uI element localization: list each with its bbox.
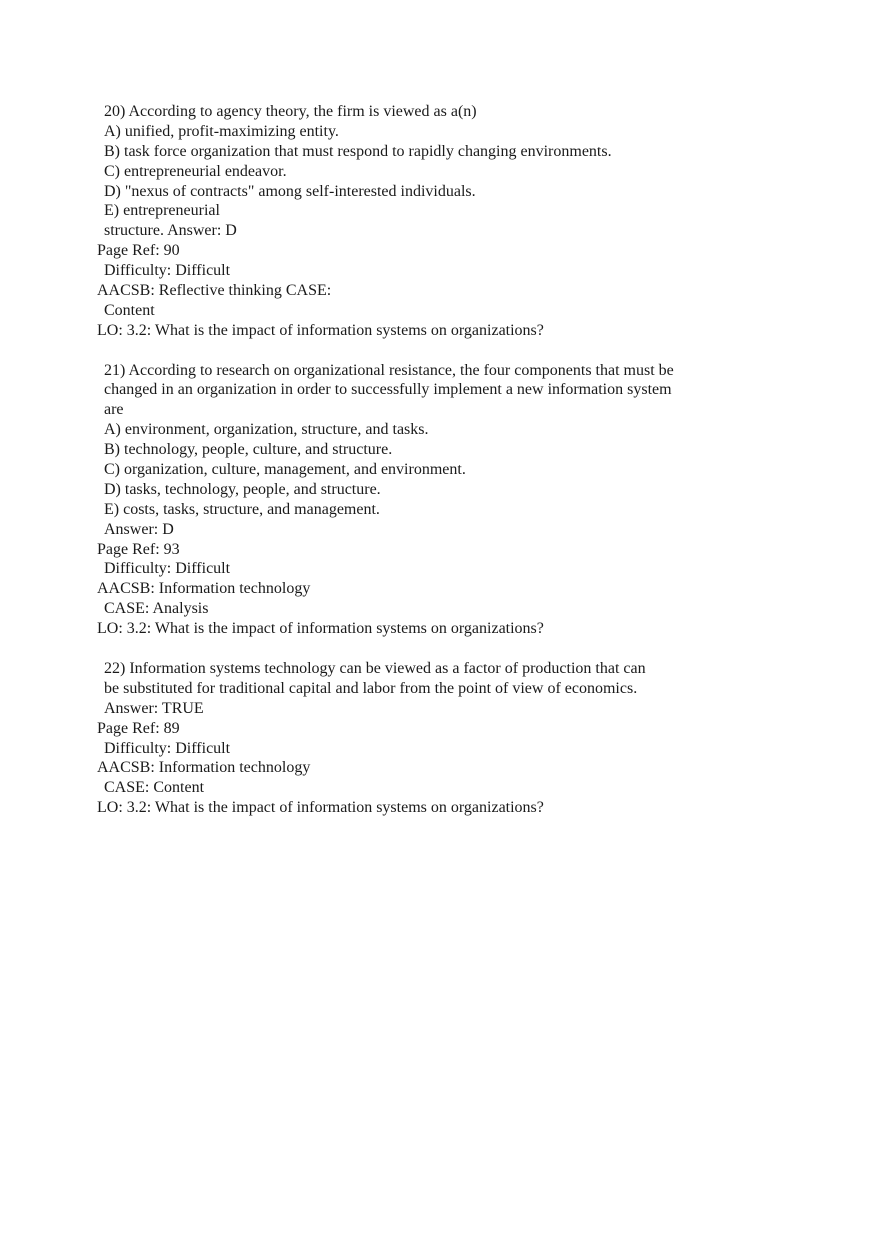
learning-objective: LO: 3.2: What is the impact of information systems on organizations? xyxy=(97,321,544,339)
spacer xyxy=(97,639,817,659)
question-22 xyxy=(97,659,817,818)
question-stem: are xyxy=(104,401,124,419)
difficulty: Difficulty: Difficult xyxy=(104,560,231,578)
question-stem: be substituted for traditional capital and labor from the point of view of economics. xyxy=(104,679,638,697)
case: CASE: Analysis xyxy=(104,600,209,618)
aacsb: AACSB: Information technology xyxy=(97,580,311,598)
option-e: E) costs, tasks, structure, and management. xyxy=(104,500,380,518)
option-e: E) entrepreneurial xyxy=(104,202,220,220)
option-b: B) technology, people, culture, and structure. xyxy=(104,441,393,459)
aacsb: AACSB: Information technology xyxy=(97,759,311,777)
learning-objective: LO: 3.2: What is the impact of information systems on organizations? xyxy=(97,799,544,817)
option-c: C) organization, culture, management, and environment. xyxy=(104,461,466,479)
page-ref: Page Ref: 89 xyxy=(97,719,180,737)
answer: Answer: D xyxy=(104,520,174,538)
aacsb: AACSB: Reflective thinking CASE: xyxy=(97,282,332,300)
difficulty: Difficulty: Difficult xyxy=(104,739,231,757)
option-b: B) task force organization that must respond to rapidly changing environments. xyxy=(104,142,612,160)
learning-objective: LO: 3.2: What is the impact of information systems on organizations? xyxy=(97,620,544,638)
question-21 xyxy=(97,361,817,639)
document-page xyxy=(97,102,817,818)
page-ref: Page Ref: 90 xyxy=(97,242,180,260)
option-d: D) "nexus of contracts" among self-interested individuals. xyxy=(104,182,476,200)
case: CASE: Content xyxy=(104,779,205,797)
option-a: A) environment, organization, structure, and tasks. xyxy=(104,421,429,439)
case: Content xyxy=(104,301,155,319)
answer: structure. Answer: D xyxy=(104,222,237,240)
answer: Answer: TRUE xyxy=(104,699,204,717)
question-stem: 20) According to agency theory, the firm is viewed as a(n) xyxy=(104,103,477,120)
question-stem: changed in an organization in order to successfully implement a new information system xyxy=(104,381,672,399)
option-a: A) unified, profit-maximizing entity. xyxy=(104,122,339,140)
option-d: D) tasks, technology, people, and structure. xyxy=(104,480,381,498)
question-stem: 21) According to research on organizational resistance, the four components that must be xyxy=(104,361,674,379)
question-20 xyxy=(97,102,817,341)
page-ref: Page Ref: 93 xyxy=(97,540,180,558)
question-stem: 22) Information systems technology can be viewed as a factor of production that can xyxy=(104,659,646,677)
spacer xyxy=(97,341,817,361)
difficulty: Difficulty: Difficult xyxy=(104,262,231,280)
option-c: C) entrepreneurial endeavor. xyxy=(104,162,287,180)
